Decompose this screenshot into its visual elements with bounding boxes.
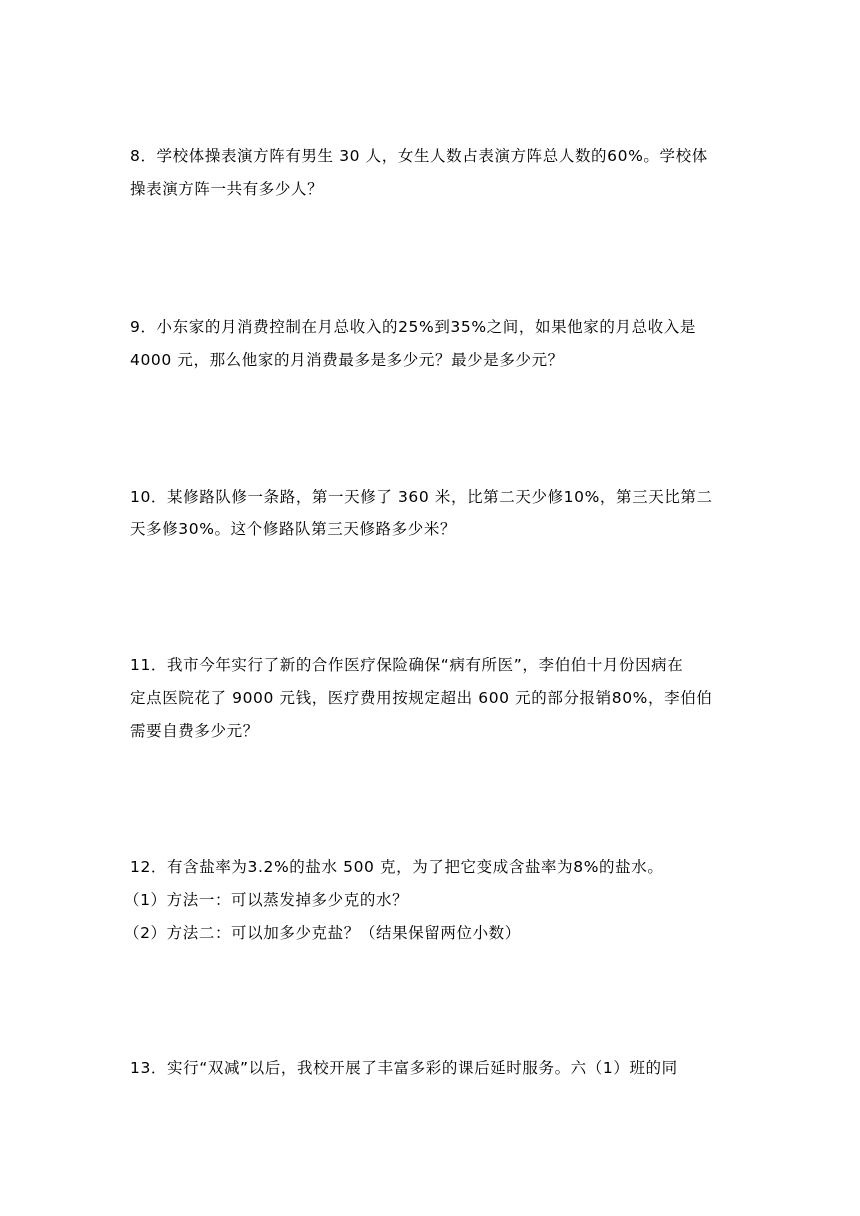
question-8-line-1: 8．学校体操表演方阵有男生 30 人，女生人数占表演方阵总人数的60%。学校体 (130, 147, 708, 165)
question-11-line-1: 11．我市今年实行了新的合作医疗保险确保“病有所医”，李伯伯十月份因病在 (130, 656, 684, 674)
question-8-line-2: 操表演方阵一共有多少人？ (130, 180, 324, 198)
question-11-line-2: 定点医院花了 9000 元钱，医疗费用按规定超出 600 元的部分报销80%，李伯伯 (130, 689, 713, 707)
question-13-line-1: 13．实行“双减”以后，我校开展了丰富多彩的课后延时服务。六（1）班的同 (130, 1059, 678, 1077)
question-12-line-1: 12．有含盐率为3.2%的盐水 500 克，为了把它变成含盐率为8%的盐水。 (130, 858, 664, 876)
question-10-line-2: 天多修30%。这个修路队第三天修路多少米？ (130, 520, 457, 538)
question-11-line-3: 需要自费多少元？ (130, 722, 259, 740)
question-12-part-1: （1）方法一：可以蒸发掉多少克的水？ (124, 891, 409, 909)
question-10-line-1: 10．某修路队修一条路，第一天修了 360 米，比第二天少修10%，第三天比第二 (130, 488, 713, 506)
question-9-line-2: 4000 元，那么他家的月消费最多是多少元？最少是多少元？ (130, 351, 564, 369)
question-12-part-2: （2）方法二：可以加多少克盐？（结果保留两位小数） (124, 924, 521, 942)
question-9-line-1: 9．小东家的月消费控制在月总收入的25%到35%之间，如果他家的月总收入是 (130, 318, 696, 336)
